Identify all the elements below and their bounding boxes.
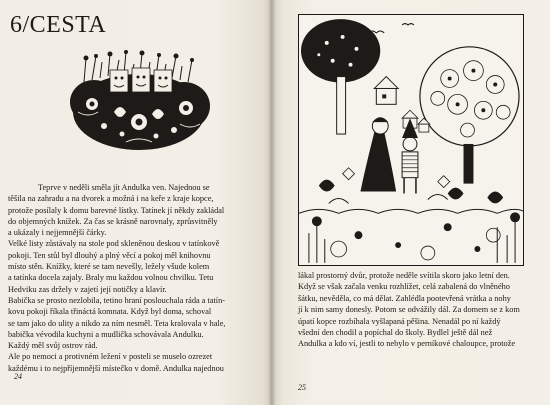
text-line: Velké listy zůstávaly na stole pod skleněnou deskou v tatínkově xyxy=(8,239,220,249)
left-page xyxy=(0,0,272,405)
text-line: Každý měl svůj ostrov rád. xyxy=(8,341,98,351)
text-line: pokoji. Ten stůl byl dlouhý a plný věcí a pokoj měl knihovnu xyxy=(8,250,211,260)
left-page-body-text xyxy=(8,182,252,374)
text-line: každému i to nejpříjemnější místečko v domě. Andulka najednou xyxy=(8,363,224,373)
chapter-title: 6/CESTA xyxy=(10,12,107,38)
right-page-body-text xyxy=(298,270,534,350)
text-line: všední den chodil a popíchal do školy. Bydlel ještě dál než xyxy=(298,328,493,338)
garden-scene-illustration xyxy=(298,14,524,266)
folk-ornament-illustration xyxy=(64,50,214,158)
text-line: do objemných knížek. Za čas se krásně narovnaly, zprůsvitněly xyxy=(8,216,218,226)
text-line: Když se však začala venku rozhlížet, celá zabalená do vlněného xyxy=(298,282,510,292)
text-line: babička vévodila kuchyni a mudlička schovávala Andulku. xyxy=(8,329,204,339)
text-line: jí k nim samy donesly. Potom se odvážily dál. Za domem se z kom xyxy=(298,305,520,315)
page-number-left: 24 xyxy=(14,372,22,381)
text-line: úpatí kopce rozbíhala vyšlapaná pěšina. Nenadál po ní každý xyxy=(298,316,501,326)
text-line: šátku, nevěděla, co má dělat. Zahlédla pootevřená vrátka a nohy xyxy=(298,293,511,303)
text-line: Hedviku zas držely v zajetí její notičky a klavír. xyxy=(8,284,167,294)
text-line: lákal prostorný dvůr, protože neděle svítila skoro jako letní den. xyxy=(298,271,510,280)
right-page xyxy=(272,0,550,405)
text-line: místo stěn. Knížky, které se tam nevešly, ležely všude kolem xyxy=(8,262,210,272)
text-line: kovu pokoji říkala třináctá komnata. Když byl doma, schoval xyxy=(8,307,212,317)
text-line: Babička se prosto nezlobila, tetino hraní poslouchala ráda a tatín- xyxy=(8,295,226,305)
text-line: těšila na zahradu a na dvorek a možná i na keře z kraje kopce, xyxy=(8,194,214,204)
text-line: a tatínka docela zajaly. Braly mu každou volnou chvilku. Tetu xyxy=(8,273,214,283)
text-line: se tam jako do ulity a nikdo za ním nesměl. Teta kralovala v hale, xyxy=(8,318,226,328)
text-line: Andulka a kdo ví, jestli to nebylo v perníkové chaloupce, protože xyxy=(298,339,516,349)
text-line: Ale po nemoci a protivném ležení v posteli se muselo ozrezet xyxy=(8,352,213,362)
text-line: a ukázaly i nejjemnější čárky. xyxy=(8,228,107,238)
text-line: protože posílaly k domu barevné lístky. Tatínek jí někdy zakládal xyxy=(8,205,225,215)
page-number-right: 25 xyxy=(298,383,306,392)
book-gutter xyxy=(268,0,276,405)
text-line: Teprve v neděli směla jít Andulka ven. Najednou se xyxy=(38,183,210,192)
